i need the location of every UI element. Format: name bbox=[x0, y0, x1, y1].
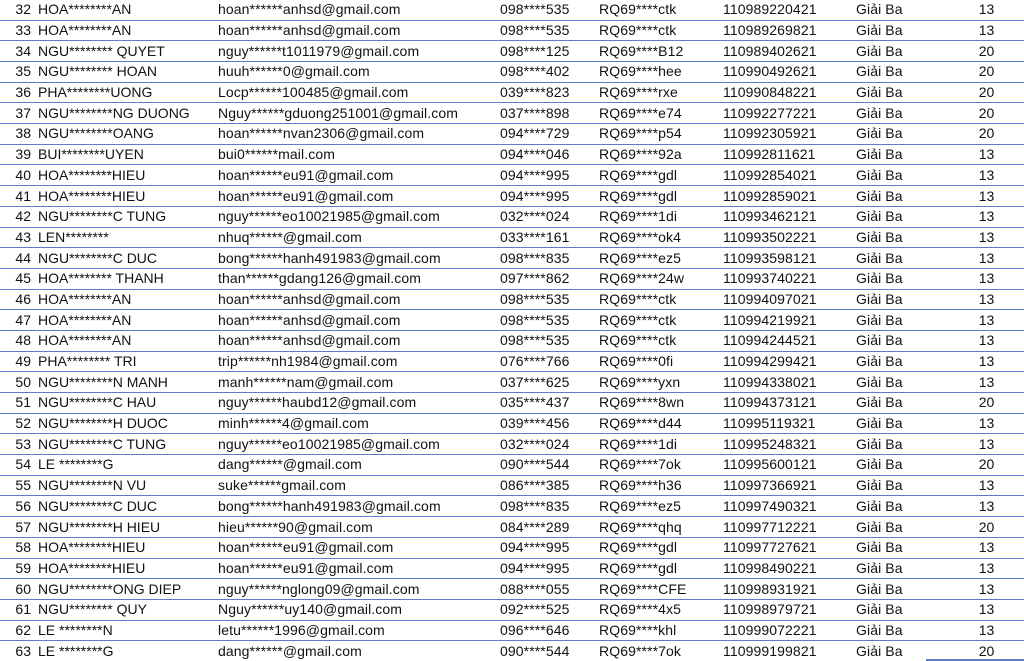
masked-name: LE ********N bbox=[38, 620, 218, 641]
row-number: 41 bbox=[0, 186, 38, 207]
transaction-id: 110995248321 bbox=[723, 434, 856, 455]
masked-email: hieu******90@gmail.com bbox=[218, 517, 500, 538]
masked-email: manh******nam@gmail.com bbox=[218, 372, 500, 393]
masked-name: HOA********HIEU bbox=[38, 186, 218, 207]
prize-label: Giải Ba bbox=[856, 620, 949, 641]
masked-phone: 088****055 bbox=[500, 579, 599, 600]
masked-name: NGU********C DUC bbox=[38, 248, 218, 269]
score: 13 bbox=[949, 330, 1024, 351]
masked-name: PHA********UONG bbox=[38, 82, 218, 103]
masked-name: NGU******** QUYET bbox=[38, 41, 218, 62]
transaction-id: 110994338021 bbox=[723, 372, 856, 393]
prize-label: Giải Ba bbox=[856, 642, 903, 659]
prize-code: RQ69****ez5 bbox=[599, 496, 723, 517]
masked-phone: 098****535 bbox=[500, 20, 599, 41]
score: 13 bbox=[949, 289, 1024, 310]
masked-phone: 033****161 bbox=[500, 227, 599, 248]
masked-name: NGU********OANG bbox=[38, 124, 218, 145]
transaction-id: 110992854021 bbox=[723, 165, 856, 186]
masked-name: NGU********C TUNG bbox=[38, 206, 218, 227]
row-number: 54 bbox=[0, 455, 38, 476]
transaction-id: 110997727621 bbox=[723, 537, 856, 558]
masked-phone: 032****024 bbox=[500, 206, 599, 227]
table-row bbox=[0, 393, 1024, 414]
prize-code: RQ69****h36 bbox=[599, 475, 723, 496]
table-row bbox=[0, 330, 1024, 351]
score: 13 bbox=[949, 434, 1024, 455]
prize-code: RQ69****e74 bbox=[599, 103, 723, 124]
table-row bbox=[0, 82, 1024, 103]
masked-name: NGU********ONG DIEP bbox=[38, 579, 218, 600]
row-number: 37 bbox=[0, 103, 38, 124]
table-row bbox=[0, 310, 1024, 331]
prize-label: Giải Ba bbox=[856, 165, 949, 186]
masked-phone: 092****525 bbox=[500, 599, 599, 620]
masked-phone: 094****995 bbox=[500, 186, 599, 207]
masked-email: bong******hanh491983@gmail.com bbox=[218, 248, 500, 269]
score: 13 bbox=[949, 558, 1024, 579]
table-row bbox=[0, 248, 1024, 269]
prize-label: Giải Ba bbox=[856, 558, 949, 579]
transaction-id: 110997490321 bbox=[723, 496, 856, 517]
prize-code: RQ69****khl bbox=[599, 620, 723, 641]
score: 13 bbox=[949, 144, 1024, 165]
score: 20 bbox=[978, 642, 995, 659]
score: 20 bbox=[949, 82, 1024, 103]
masked-email: nhuq******@gmail.com bbox=[218, 227, 500, 248]
score: 20 bbox=[949, 124, 1024, 145]
masked-name: LEN******** bbox=[38, 227, 218, 248]
row-number: 60 bbox=[0, 579, 38, 600]
masked-email: bong******hanh491983@gmail.com bbox=[218, 496, 500, 517]
row-number: 51 bbox=[0, 393, 38, 414]
masked-email: nguy******t1011979@gmail.com bbox=[218, 41, 500, 62]
masked-phone: 037****898 bbox=[500, 103, 599, 124]
prize-code: RQ69****1di bbox=[599, 434, 723, 455]
masked-email: than******gdang126@gmail.com bbox=[218, 268, 500, 289]
masked-phone: 084****289 bbox=[500, 517, 599, 538]
score: 20 bbox=[949, 393, 1024, 414]
row-number: 39 bbox=[0, 144, 38, 165]
masked-email: hoan******eu91@gmail.com bbox=[218, 186, 500, 207]
prize-code: RQ69****qhq bbox=[599, 517, 723, 538]
masked-phone: 039****456 bbox=[500, 413, 599, 434]
row-number: 48 bbox=[0, 330, 38, 351]
transaction-id: 110993502221 bbox=[723, 227, 856, 248]
table-row bbox=[0, 579, 1024, 600]
row-number: 49 bbox=[0, 351, 38, 372]
score: 13 bbox=[949, 248, 1024, 269]
prize-label: Giải Ba bbox=[856, 62, 949, 83]
score: 13 bbox=[949, 413, 1024, 434]
prize-code: RQ69****24w bbox=[599, 268, 723, 289]
masked-email: letu******1996@gmail.com bbox=[218, 620, 500, 641]
masked-phone: 097****862 bbox=[500, 268, 599, 289]
table-row bbox=[0, 620, 1024, 641]
score: 13 bbox=[949, 475, 1024, 496]
transaction-id: 110999072221 bbox=[723, 620, 856, 641]
table-row bbox=[0, 186, 1024, 207]
transaction-id: 110989220421 bbox=[723, 0, 856, 20]
score: 13 bbox=[949, 599, 1024, 620]
masked-email: hoan******anhsd@gmail.com bbox=[218, 0, 500, 20]
masked-phone: 098****402 bbox=[500, 62, 599, 83]
prize-label: Giải Ba bbox=[856, 599, 949, 620]
score: 13 bbox=[949, 268, 1024, 289]
score: 13 bbox=[949, 186, 1024, 207]
table-row bbox=[0, 0, 1024, 20]
masked-phone: 094****995 bbox=[500, 537, 599, 558]
prize-code: RQ69****92a bbox=[599, 144, 723, 165]
prize-code: RQ69****7ok bbox=[599, 455, 723, 476]
table-row bbox=[0, 496, 1024, 517]
row-number: 33 bbox=[0, 20, 38, 41]
masked-email: hoan******anhsd@gmail.com bbox=[218, 310, 500, 331]
masked-email: nguy******eo10021985@gmail.com bbox=[218, 434, 500, 455]
masked-phone: 090****544 bbox=[500, 455, 599, 476]
prize-code: RQ69****B12 bbox=[599, 41, 723, 62]
prize-label: Giải Ba bbox=[856, 227, 949, 248]
table-row bbox=[0, 62, 1024, 83]
prize-label: Giải Ba bbox=[856, 330, 949, 351]
masked-email: hoan******eu91@gmail.com bbox=[218, 537, 500, 558]
row-number: 56 bbox=[0, 496, 38, 517]
masked-email: minh******4@gmail.com bbox=[218, 413, 500, 434]
prize-label: Giải Ba bbox=[856, 310, 949, 331]
masked-phone: 098****535 bbox=[500, 330, 599, 351]
transaction-id: 110992859021 bbox=[723, 186, 856, 207]
prize-code: RQ69****ctk bbox=[599, 20, 723, 41]
transaction-id: 110998931921 bbox=[723, 579, 856, 600]
prize-label: Giải Ba bbox=[856, 248, 949, 269]
transaction-id: 110990848221 bbox=[723, 82, 856, 103]
transaction-id: 110993462121 bbox=[723, 206, 856, 227]
prize-code: RQ69****d44 bbox=[599, 413, 723, 434]
transaction-id: 110994244521 bbox=[723, 330, 856, 351]
prize-code: RQ69****ok4 bbox=[599, 227, 723, 248]
score: 13 bbox=[949, 206, 1024, 227]
masked-phone: 098****535 bbox=[500, 289, 599, 310]
table-row bbox=[0, 165, 1024, 186]
prize-code: RQ69****ctk bbox=[599, 310, 723, 331]
masked-email: dang******@gmail.com bbox=[218, 642, 362, 659]
table-row bbox=[0, 558, 1024, 579]
masked-name: HOA********AN bbox=[38, 289, 218, 310]
masked-email: hoan******nvan2306@gmail.com bbox=[218, 124, 500, 145]
prize-label: Giải Ba bbox=[856, 475, 949, 496]
prize-label: Giải Ba bbox=[856, 186, 949, 207]
transaction-id: 110993598121 bbox=[723, 248, 856, 269]
masked-name: NGU********N MANH bbox=[38, 372, 218, 393]
row-number: 50 bbox=[0, 372, 38, 393]
masked-name: HOA********AN bbox=[38, 0, 218, 20]
prize-label: Giải Ba bbox=[856, 144, 949, 165]
prize-code: RQ69****rxe bbox=[599, 82, 723, 103]
transaction-id: 110993740221 bbox=[723, 268, 856, 289]
transaction-id: 110990492621 bbox=[723, 62, 856, 83]
row-number: 53 bbox=[0, 434, 38, 455]
transaction-id: 110989402621 bbox=[723, 41, 856, 62]
prize-label: Giải Ba bbox=[856, 206, 949, 227]
prize-label: Giải Ba bbox=[856, 517, 949, 538]
masked-name: HOA********AN bbox=[38, 310, 218, 331]
row-number: 38 bbox=[0, 124, 38, 145]
masked-email: Nguy******gduong251001@gmail.com bbox=[218, 103, 500, 124]
masked-name: NGU********C DUC bbox=[38, 496, 218, 517]
score: 20 bbox=[949, 103, 1024, 124]
prize-code: RQ69****hee bbox=[599, 62, 723, 83]
row-number: 36 bbox=[0, 82, 38, 103]
masked-email: nguy******nglong09@gmail.com bbox=[218, 579, 500, 600]
masked-email: trip******nh1984@gmail.com bbox=[218, 351, 500, 372]
prize-label: Giải Ba bbox=[856, 579, 949, 600]
prize-code: RQ69****gdl bbox=[599, 165, 723, 186]
score: 13 bbox=[949, 372, 1024, 393]
score: 13 bbox=[949, 351, 1024, 372]
score: 13 bbox=[949, 496, 1024, 517]
prize-label: Giải Ba bbox=[856, 20, 949, 41]
masked-name: BUI********UYEN bbox=[38, 144, 218, 165]
row-number: 59 bbox=[0, 558, 38, 579]
masked-name: NGU********H HIEU bbox=[38, 517, 218, 538]
score: 13 bbox=[949, 20, 1024, 41]
masked-phone: 098****125 bbox=[500, 41, 599, 62]
masked-phone: 098****535 bbox=[500, 0, 599, 20]
row-number: 44 bbox=[0, 248, 38, 269]
table-row bbox=[0, 268, 1024, 289]
masked-email: hoan******anhsd@gmail.com bbox=[218, 330, 500, 351]
transaction-id: 110998979721 bbox=[723, 599, 856, 620]
prize-label: Giải Ba bbox=[856, 455, 949, 476]
prize-label: Giải Ba bbox=[856, 496, 949, 517]
score: 20 bbox=[949, 41, 1024, 62]
masked-name: PHA******** TRI bbox=[38, 351, 218, 372]
row-number: 34 bbox=[0, 41, 38, 62]
score: 13 bbox=[949, 227, 1024, 248]
table-row bbox=[0, 599, 1024, 620]
score: 13 bbox=[949, 620, 1024, 641]
masked-email: hoan******eu91@gmail.com bbox=[218, 558, 500, 579]
prize-code: RQ69****ctk bbox=[599, 0, 723, 20]
masked-name: HOA********AN bbox=[38, 20, 218, 41]
table-row bbox=[0, 144, 1024, 165]
table-row bbox=[0, 372, 1024, 393]
masked-phone: 039****823 bbox=[500, 82, 599, 103]
row-number: 46 bbox=[0, 289, 38, 310]
transaction-id: 110994219921 bbox=[723, 310, 856, 331]
prize-code: RQ69****4x5 bbox=[599, 599, 723, 620]
masked-phone: 094****046 bbox=[500, 144, 599, 165]
masked-name: NGU******** HOAN bbox=[38, 62, 218, 83]
transaction-id: 110998490221 bbox=[723, 558, 856, 579]
masked-phone: 086****385 bbox=[500, 475, 599, 496]
masked-phone: 094****995 bbox=[500, 165, 599, 186]
row-number: 58 bbox=[0, 537, 38, 558]
table-row bbox=[0, 124, 1024, 145]
prize-label: Giải Ba bbox=[856, 289, 949, 310]
prize-code: RQ69****p54 bbox=[599, 124, 723, 145]
masked-phone: 035****437 bbox=[500, 393, 599, 414]
masked-name: HOA********HIEU bbox=[38, 537, 218, 558]
table-row bbox=[0, 227, 1024, 248]
prize-code: RQ69****8wn bbox=[599, 393, 723, 414]
row-number: 43 bbox=[0, 227, 38, 248]
table-row bbox=[0, 517, 1024, 538]
masked-phone: 094****729 bbox=[500, 124, 599, 145]
score: 13 bbox=[949, 0, 1024, 20]
score: 20 bbox=[949, 62, 1024, 83]
transaction-id: 110995600121 bbox=[723, 455, 856, 476]
masked-phone: 098****835 bbox=[500, 248, 599, 269]
masked-name: NGU********N VU bbox=[38, 475, 218, 496]
table-row bbox=[0, 206, 1024, 227]
score: 20 bbox=[949, 517, 1024, 538]
transaction-id: 110992305921 bbox=[723, 124, 856, 145]
masked-name: HOA********HIEU bbox=[38, 558, 218, 579]
masked-email: suke******gmail.com bbox=[218, 475, 500, 496]
masked-name: NGU********C HAU bbox=[38, 393, 218, 414]
masked-name: NGU******** QUY bbox=[38, 599, 218, 620]
transaction-id: 110997366921 bbox=[723, 475, 856, 496]
masked-phone: 032****024 bbox=[500, 434, 599, 455]
masked-name: NGU********H DUOC bbox=[38, 413, 218, 434]
table-row bbox=[0, 475, 1024, 496]
table-row bbox=[0, 20, 1024, 41]
prize-code: RQ69****ez5 bbox=[599, 248, 723, 269]
prize-label: Giải Ba bbox=[856, 268, 949, 289]
prize-code: RQ69****CFE bbox=[599, 579, 723, 600]
transaction-id: 110997712221 bbox=[723, 517, 856, 538]
row-number: 35 bbox=[0, 62, 38, 83]
row-number: 63 bbox=[15, 642, 31, 659]
masked-name: HOA******** THANH bbox=[38, 268, 218, 289]
masked-email: nguy******eo10021985@gmail.com bbox=[218, 206, 500, 227]
row-number: 45 bbox=[0, 268, 38, 289]
masked-phone: 076****766 bbox=[500, 351, 599, 372]
prize-label: Giải Ba bbox=[856, 103, 949, 124]
masked-phone: 037****625 bbox=[500, 372, 599, 393]
masked-email: hoan******anhsd@gmail.com bbox=[218, 20, 500, 41]
score: 13 bbox=[949, 310, 1024, 331]
table-row bbox=[0, 434, 1024, 455]
transaction-id: 110999199821 bbox=[723, 642, 817, 659]
masked-name: NGU********NG DUONG bbox=[38, 103, 218, 124]
masked-name: NGU********C TUNG bbox=[38, 434, 218, 455]
transaction-id: 110995119321 bbox=[723, 413, 856, 434]
score: 20 bbox=[949, 455, 1024, 476]
transaction-id: 110989269821 bbox=[723, 20, 856, 41]
table-row bbox=[0, 413, 1024, 434]
masked-email: hoan******anhsd@gmail.com bbox=[218, 289, 500, 310]
masked-email: hoan******eu91@gmail.com bbox=[218, 165, 500, 186]
masked-email: huuh******0@gmail.com bbox=[218, 62, 500, 83]
masked-phone: 090****544 bbox=[500, 642, 570, 659]
transaction-id: 110992811621 bbox=[723, 144, 856, 165]
row-number: 57 bbox=[0, 517, 38, 538]
prize-code: RQ69****ctk bbox=[599, 330, 723, 351]
masked-email: Nguy******uy140@gmail.com bbox=[218, 599, 500, 620]
prize-label: Giải Ba bbox=[856, 0, 949, 20]
prize-label: Giải Ba bbox=[856, 124, 949, 145]
transaction-id: 110994299421 bbox=[723, 351, 856, 372]
table-row bbox=[0, 41, 1024, 62]
prize-code: RQ69****1di bbox=[599, 206, 723, 227]
row-number: 42 bbox=[0, 206, 38, 227]
prize-label: Giải Ba bbox=[856, 41, 949, 62]
score: 13 bbox=[949, 165, 1024, 186]
prize-label: Giải Ba bbox=[856, 537, 949, 558]
score: 13 bbox=[949, 579, 1024, 600]
row-number: 55 bbox=[0, 475, 38, 496]
masked-email: dang******@gmail.com bbox=[218, 455, 500, 476]
row-number: 47 bbox=[0, 310, 38, 331]
table-row bbox=[0, 103, 1024, 124]
prize-code: RQ69****gdl bbox=[599, 537, 723, 558]
masked-email: bui0******mail.com bbox=[218, 144, 500, 165]
prize-code: RQ69****7ok bbox=[599, 642, 682, 659]
transaction-id: 110992277221 bbox=[723, 103, 856, 124]
table-row bbox=[0, 351, 1024, 372]
prize-code: RQ69****yxn bbox=[599, 372, 723, 393]
prize-code: RQ69****0fi bbox=[599, 351, 723, 372]
prize-label: Giải Ba bbox=[856, 82, 949, 103]
prize-label: Giải Ba bbox=[856, 434, 949, 455]
table-row bbox=[0, 641, 1024, 661]
table-row bbox=[0, 537, 1024, 558]
table-row bbox=[0, 289, 1024, 310]
masked-name: HOA********AN bbox=[38, 330, 218, 351]
row-number: 40 bbox=[0, 165, 38, 186]
table-row bbox=[0, 455, 1024, 476]
masked-phone: 098****835 bbox=[500, 496, 599, 517]
prize-code: RQ69****ctk bbox=[599, 289, 723, 310]
prize-label: Giải Ba bbox=[856, 372, 949, 393]
masked-name: LE ********G bbox=[38, 642, 114, 659]
masked-email: Locp******100485@gmail.com bbox=[218, 82, 500, 103]
prize-label: Giải Ba bbox=[856, 413, 949, 434]
transaction-id: 110994097021 bbox=[723, 289, 856, 310]
row-number: 62 bbox=[0, 620, 38, 641]
transaction-id: 110994373121 bbox=[723, 393, 856, 414]
prize-code: RQ69****gdl bbox=[599, 186, 723, 207]
row-number: 52 bbox=[0, 413, 38, 434]
masked-phone: 094****995 bbox=[500, 558, 599, 579]
row-number: 32 bbox=[0, 0, 38, 20]
prize-label: Giải Ba bbox=[856, 351, 949, 372]
masked-email: nguy******haubd12@gmail.com bbox=[218, 393, 500, 414]
prize-label: Giải Ba bbox=[856, 393, 949, 414]
masked-phone: 096****646 bbox=[500, 620, 599, 641]
masked-name: LE ********G bbox=[38, 455, 218, 476]
prize-code: RQ69****gdl bbox=[599, 558, 723, 579]
score: 13 bbox=[949, 537, 1024, 558]
masked-name: HOA********HIEU bbox=[38, 165, 218, 186]
masked-phone: 098****535 bbox=[500, 310, 599, 331]
row-number: 61 bbox=[0, 599, 38, 620]
